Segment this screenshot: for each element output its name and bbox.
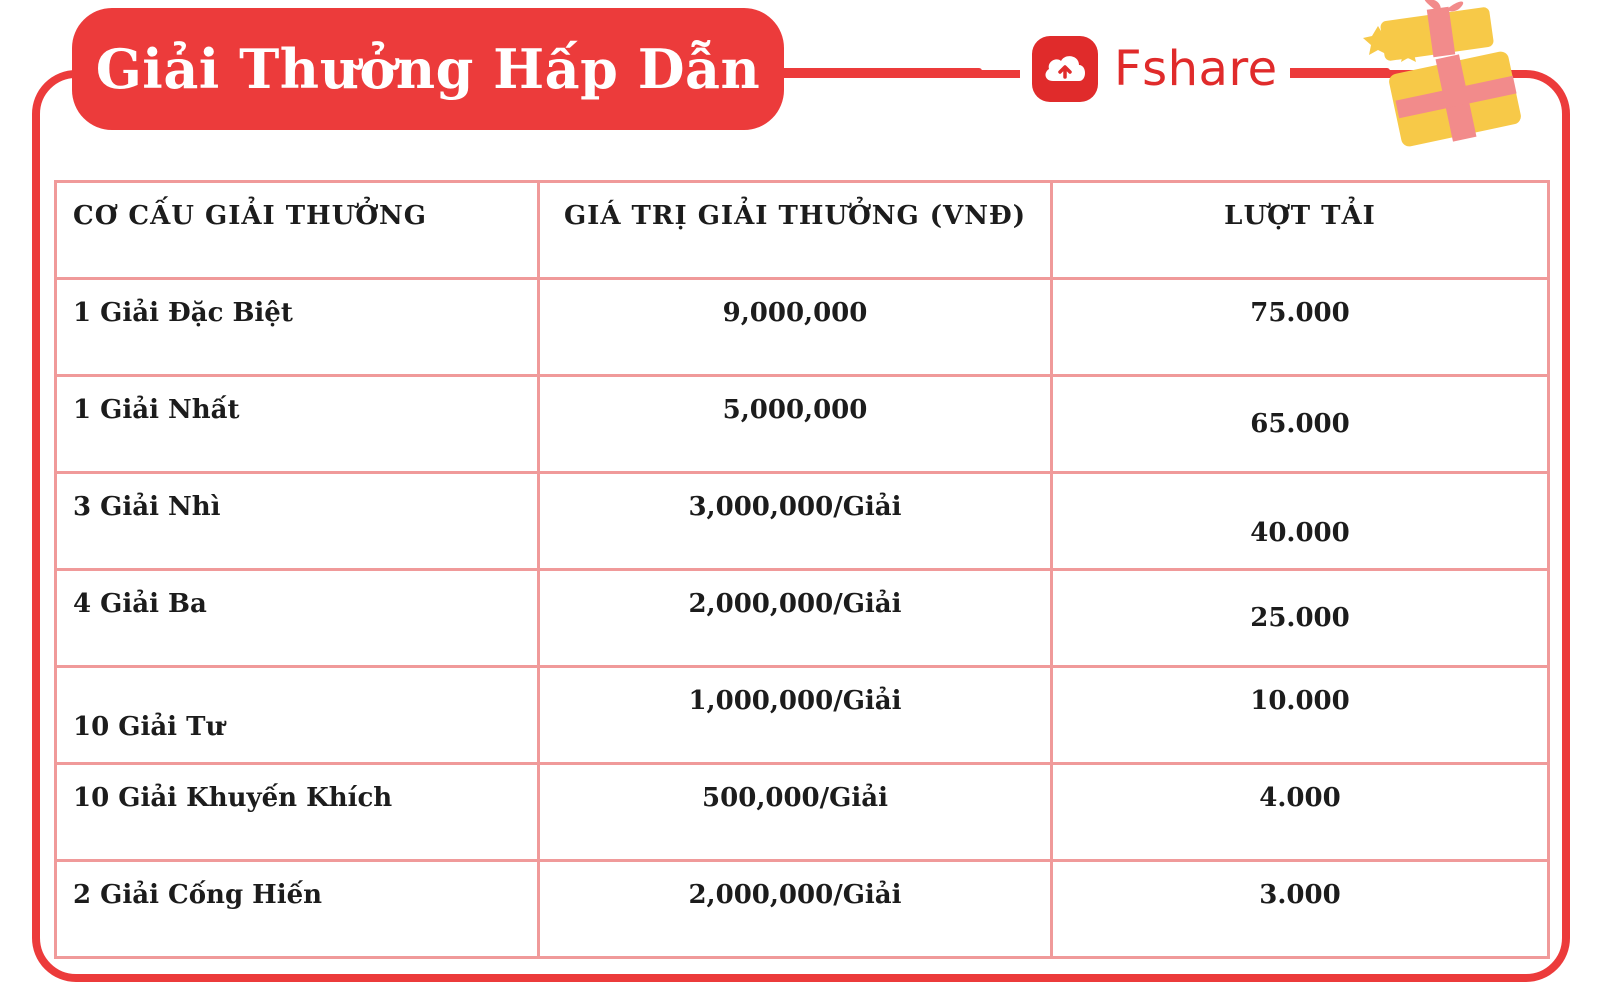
header-downloads: LƯỢT TẢI	[1052, 182, 1549, 279]
header-prize-value: GIÁ TRỊ GIẢI THƯỞNG (VNĐ)	[539, 182, 1052, 279]
table-row	[56, 570, 1549, 667]
gift-box-icon	[1360, 0, 1560, 150]
table-row	[56, 279, 1549, 376]
prize-table	[54, 180, 1550, 959]
prize-cell: 10 Giải Tư	[56, 667, 539, 764]
prize-cell: 2 Giải Cống Hiến	[56, 861, 539, 958]
value-cell: 3,000,000/Giải	[539, 473, 1052, 570]
table-row	[56, 667, 1549, 764]
downloads-cell: 10.000	[1052, 667, 1549, 764]
downloads-cell: 4.000	[1052, 764, 1549, 861]
header-line-left	[770, 68, 982, 75]
downloads-cell: 3.000	[1052, 861, 1549, 958]
value-cell: 5,000,000	[539, 376, 1052, 473]
prize-cell: 1 Giải Đặc Biệt	[56, 279, 539, 376]
table-header-row	[56, 182, 1549, 279]
brand-logo	[1020, 34, 1290, 104]
cloud-upload-icon	[1032, 36, 1098, 102]
table-row	[56, 764, 1549, 861]
value-cell: 500,000/Giải	[539, 764, 1052, 861]
value-cell: 1,000,000/Giải	[539, 667, 1052, 764]
value-cell: 9,000,000	[539, 279, 1052, 376]
downloads-cell: 65.000	[1052, 376, 1549, 473]
page-title: Giải Thưởng Hấp Dẫn	[95, 37, 761, 101]
table-row	[56, 861, 1549, 958]
title-banner	[72, 8, 784, 130]
value-cell: 2,000,000/Giải	[539, 861, 1052, 958]
prize-cell: 3 Giải Nhì	[56, 473, 539, 570]
downloads-cell: 25.000	[1052, 570, 1549, 667]
table-row	[56, 376, 1549, 473]
prize-cell: 10 Giải Khuyến Khích	[56, 764, 539, 861]
downloads-cell: 40.000	[1052, 473, 1549, 570]
brand-name: Fshare	[1114, 41, 1278, 97]
prize-cell: 1 Giải Nhất	[56, 376, 539, 473]
prize-cell: 4 Giải Ba	[56, 570, 539, 667]
header-prize-structure: CƠ CẤU GIẢI THƯỞNG	[56, 182, 539, 279]
table-row	[56, 473, 1549, 570]
downloads-cell: 75.000	[1052, 279, 1549, 376]
value-cell: 2,000,000/Giải	[539, 570, 1052, 667]
